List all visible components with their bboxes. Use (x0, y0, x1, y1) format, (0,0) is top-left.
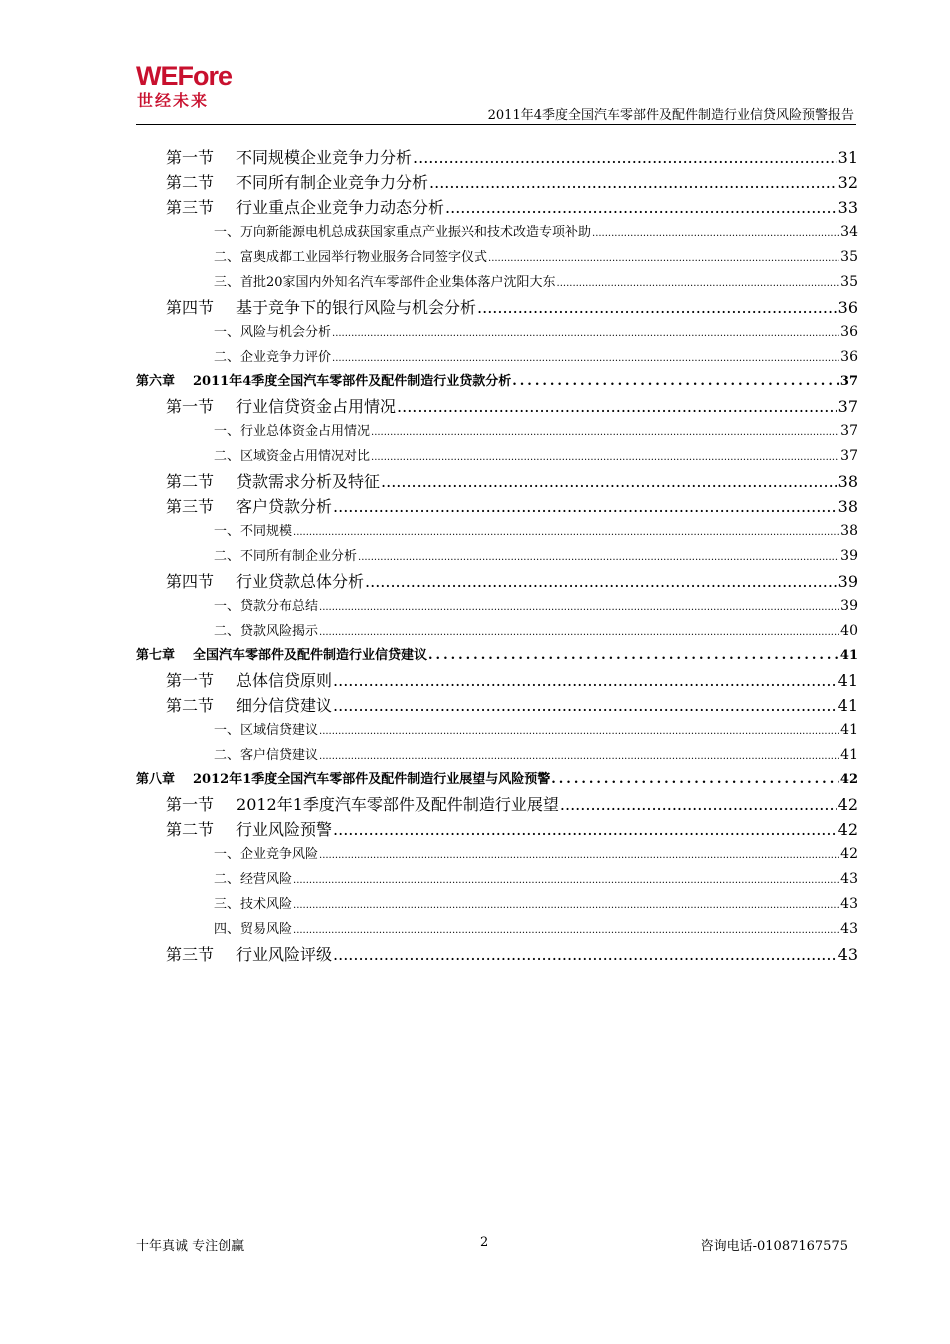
toc-entry-text (214, 718, 318, 743)
toc-entry-title: 一、万向新能源电机总成获国家重点产业振兴和技术改造专项补助 (214, 225, 592, 240)
report-header-title: 2011年4季度全国汽车零部件及配件制造行业信贷风险预警报告 (487, 108, 854, 123)
toc-entry-sub[interactable] (136, 519, 858, 544)
toc-leader-dots (293, 918, 839, 943)
toc-entry-text (166, 942, 332, 967)
toc-entry-text (166, 668, 332, 693)
toc-page-number: 41 (840, 722, 858, 738)
toc-leader-dots (333, 494, 837, 519)
toc-leader-dots (358, 545, 839, 570)
toc-entry-text (166, 469, 380, 494)
toc-leader-dots (293, 868, 839, 893)
table-of-contents (136, 145, 858, 967)
toc-page-number: 36 (840, 349, 858, 365)
footer-slogan: 十年真诚 专注创赢 (136, 1239, 245, 1254)
toc-leader-dots (551, 768, 839, 792)
toc-entry-title: 基于竞争下的银行风险与机会分析 (236, 298, 477, 317)
toc-entry-title: 2011年4季度全国汽车零部件及配件制造行业贷款分析 (193, 374, 512, 389)
toc-entry-title: 行业风险评级 (236, 945, 333, 964)
toc-entry-title: 一、风险与机会分析 (214, 325, 332, 340)
toc-leader-dots (371, 420, 839, 445)
toc-page-number: 32 (837, 173, 858, 192)
toc-page-number: 37 (840, 423, 858, 439)
toc-leader-dots (333, 817, 837, 842)
toc-entry-title: 一、企业竞争风险 (214, 847, 319, 862)
toc-entry-title: 不同所有制企业竞争力分析 (236, 173, 429, 192)
footer-page-number: 2 (480, 1235, 489, 1250)
toc-page-number: 43 (840, 921, 858, 937)
toc-entry-text (214, 519, 292, 544)
toc-entry-sub[interactable] (136, 320, 858, 345)
toc-leader-dots (371, 445, 839, 470)
toc-entry-section[interactable] (136, 817, 858, 842)
toc-leader-dots (381, 469, 837, 494)
toc-entry-title: 行业重点企业竞争力动态分析 (236, 198, 445, 217)
toc-entry-text (136, 768, 550, 792)
toc-entry-title: 一、行业总体资金占用情况 (214, 424, 371, 439)
toc-entry-text (214, 743, 318, 768)
toc-entry-text (166, 170, 428, 195)
header-divider (136, 124, 856, 125)
toc-entry-sub[interactable] (136, 718, 858, 743)
toc-entry-text (214, 867, 292, 892)
toc-leader-dots (319, 843, 839, 868)
toc-entry-title: 细分信贷建议 (236, 696, 333, 715)
toc-entry-label: 第三节 (166, 198, 215, 217)
toc-page-number: 38 (837, 472, 858, 491)
toc-entry-title: 贷款需求分析及特征 (236, 472, 381, 491)
toc-page-number: 41 (837, 671, 858, 690)
toc-entry-text (214, 594, 318, 619)
toc-entry-text (166, 693, 332, 718)
toc-entry-text (136, 644, 427, 668)
toc-leader-dots (333, 942, 837, 967)
toc-entry-text (214, 892, 292, 917)
toc-entry-title: 二、贷款风险揭示 (214, 624, 319, 639)
logo-chinese-name: 世经未来 (137, 91, 210, 110)
toc-leader-dots (592, 221, 839, 246)
toc-entry-label: 第二节 (166, 173, 215, 192)
toc-entry-label: 第四节 (166, 572, 215, 591)
toc-page-number: 42 (837, 795, 858, 814)
toc-entry-label: 第六章 (136, 374, 176, 389)
toc-entry-text (214, 419, 370, 444)
toc-leader-dots (365, 569, 837, 594)
toc-entry-title: 全国汽车零部件及配件制造行业信贷建议 (193, 648, 428, 663)
toc-entry-title: 四、贸易风险 (214, 922, 293, 937)
toc-entry-text (166, 817, 332, 842)
toc-leader-dots (333, 668, 837, 693)
toc-page-number: 43 (840, 871, 858, 887)
toc-entry-title: 不同规模企业竞争力分析 (236, 148, 413, 167)
toc-entry-section[interactable] (136, 469, 858, 494)
toc-leader-dots (293, 520, 839, 545)
toc-leader-dots (319, 620, 839, 645)
toc-entry-title: 2012年1季度全国汽车零部件及配件制造行业展望与风险预警 (193, 772, 551, 787)
toc-entry-text (166, 569, 364, 594)
toc-entry-text (214, 320, 331, 345)
toc-entry-section[interactable] (136, 693, 858, 718)
toc-entry-section[interactable] (136, 792, 858, 817)
toc-page-number: 39 (837, 572, 858, 591)
toc-leader-dots (557, 271, 840, 296)
toc-page-number: 38 (840, 523, 858, 539)
toc-entry-sub[interactable] (136, 419, 858, 444)
toc-entry-sub[interactable] (136, 245, 858, 270)
toc-entry-text (214, 345, 331, 370)
toc-entry-text (166, 145, 412, 170)
toc-entry-sub[interactable] (136, 917, 858, 942)
toc-leader-dots (332, 346, 839, 371)
toc-leader-dots (332, 321, 839, 346)
footer-phone: 咨询电话-01087167575 (700, 1239, 848, 1254)
toc-entry-section[interactable] (136, 942, 858, 967)
toc-entry-label: 第三节 (166, 945, 215, 964)
toc-entry-label: 第一节 (166, 795, 215, 814)
toc-page-number: 36 (837, 298, 858, 317)
toc-entry-text (166, 295, 476, 320)
toc-entry-label: 第四节 (166, 298, 215, 317)
toc-entry-text (214, 220, 591, 245)
toc-page-number: 37 (837, 397, 858, 416)
toc-entry-title: 三、技术风险 (214, 897, 293, 912)
toc-entry-title: 一、贷款分布总结 (214, 599, 319, 614)
toc-entry-title: 客户贷款分析 (236, 497, 333, 516)
toc-entry-text (166, 195, 444, 220)
toc-entry-chapter[interactable] (136, 370, 858, 394)
toc-page-number: 42 (839, 772, 858, 787)
toc-entry-sub[interactable] (136, 892, 858, 917)
toc-entry-sub[interactable] (136, 220, 858, 245)
toc-entry-label: 第二节 (166, 820, 215, 839)
toc-entry-text (136, 370, 511, 394)
toc-entry-title: 行业风险预警 (236, 820, 333, 839)
toc-entry-text (166, 792, 559, 817)
toc-entry-label: 第一节 (166, 671, 215, 690)
toc-entry-title: 二、客户信贷建议 (214, 748, 319, 763)
toc-page-number: 38 (837, 497, 858, 516)
toc-entry-sub[interactable] (136, 270, 858, 295)
toc-entry-section[interactable] (136, 668, 858, 693)
toc-entry-text (214, 544, 357, 569)
toc-page-number: 37 (839, 374, 858, 389)
toc-entry-sub[interactable] (136, 444, 858, 469)
toc-page-number: 42 (840, 846, 858, 862)
toc-entry-sub[interactable] (136, 594, 858, 619)
toc-page-number: 41 (837, 696, 858, 715)
toc-entry-section[interactable] (136, 170, 858, 195)
toc-entry-section[interactable] (136, 394, 858, 419)
toc-entry-label: 第一节 (166, 148, 215, 167)
toc-entry-section[interactable] (136, 145, 858, 170)
toc-leader-dots (333, 693, 837, 718)
toc-entry-title: 行业贷款总体分析 (236, 572, 365, 591)
toc-entry-label: 第七章 (136, 648, 176, 663)
toc-entry-section[interactable] (136, 295, 858, 320)
toc-entry-label: 第八章 (136, 772, 176, 787)
toc-entry-title: 二、富奥成都工业园举行物业服务合同签字仪式 (214, 250, 488, 265)
toc-entry-title: 行业信贷资金占用情况 (236, 397, 397, 416)
logo-wordmark: WEFore (136, 61, 233, 91)
toc-entry-text (166, 394, 396, 419)
toc-page-number: 31 (837, 148, 858, 167)
toc-entry-title: 二、经营风险 (214, 872, 293, 887)
toc-page-number: 41 (839, 648, 858, 663)
toc-page-number: 43 (837, 945, 858, 964)
toc-leader-dots (477, 295, 837, 320)
toc-leader-dots (413, 145, 837, 170)
toc-page-number: 42 (837, 820, 858, 839)
toc-page-number: 35 (840, 274, 858, 290)
toc-entry-title: 二、企业竞争力评价 (214, 350, 332, 365)
toc-leader-dots (293, 893, 839, 918)
toc-entry-chapter[interactable] (136, 768, 858, 792)
toc-entry-section[interactable] (136, 195, 858, 220)
toc-entry-text (214, 270, 556, 295)
toc-leader-dots (512, 370, 839, 394)
toc-page-number: 33 (837, 198, 858, 217)
toc-page-number: 36 (840, 324, 858, 340)
toc-entry-text (166, 494, 332, 519)
toc-page-number: 37 (840, 448, 858, 464)
toc-leader-dots (429, 170, 837, 195)
toc-entry-text (214, 619, 318, 644)
toc-entry-label: 第三节 (166, 497, 215, 516)
toc-entry-sub[interactable] (136, 842, 858, 867)
toc-entry-sub[interactable] (136, 544, 858, 569)
toc-leader-dots (319, 595, 839, 620)
toc-entry-text (214, 842, 318, 867)
toc-entry-chapter[interactable] (136, 644, 858, 668)
toc-entry-label: 第二节 (166, 696, 215, 715)
toc-entry-sub[interactable] (136, 867, 858, 892)
toc-entry-label: 第二节 (166, 472, 215, 491)
toc-entry-label: 第一节 (166, 397, 215, 416)
toc-leader-dots (560, 792, 837, 817)
toc-entry-title: 一、区域信贷建议 (214, 723, 319, 738)
toc-page-number: 35 (840, 249, 858, 265)
toc-page-number: 43 (840, 896, 858, 912)
toc-entry-section[interactable] (136, 494, 858, 519)
toc-entry-sub[interactable] (136, 743, 858, 768)
toc-entry-title: 2012年1季度汽车零部件及配件制造行业展望 (236, 795, 559, 814)
toc-page-number: 39 (840, 598, 858, 614)
toc-entry-section[interactable] (136, 569, 858, 594)
toc-leader-dots (319, 744, 839, 769)
company-logo (136, 62, 236, 114)
toc-leader-dots (319, 719, 839, 744)
toc-page-number: 41 (840, 747, 858, 763)
toc-page-number: 39 (840, 548, 858, 564)
toc-entry-text (214, 444, 370, 469)
toc-entry-title: 二、区域资金占用情况对比 (214, 449, 371, 464)
toc-entry-title: 总体信贷原则 (236, 671, 333, 690)
toc-entry-title: 三、首批20家国内外知名汽车零部件企业集体落户沈阳大东 (214, 275, 556, 290)
toc-page-number: 40 (840, 623, 858, 639)
toc-leader-dots (445, 195, 837, 220)
toc-entry-text (214, 917, 292, 942)
toc-page-number: 34 (840, 224, 858, 240)
toc-entry-text (214, 245, 487, 270)
toc-entry-title: 二、不同所有制企业分析 (214, 549, 358, 564)
toc-entry-title: 一、不同规模 (214, 524, 293, 539)
toc-leader-dots (428, 644, 839, 668)
toc-entry-sub[interactable] (136, 345, 858, 370)
toc-leader-dots (397, 394, 837, 419)
toc-entry-sub[interactable] (136, 619, 858, 644)
toc-leader-dots (488, 246, 839, 271)
